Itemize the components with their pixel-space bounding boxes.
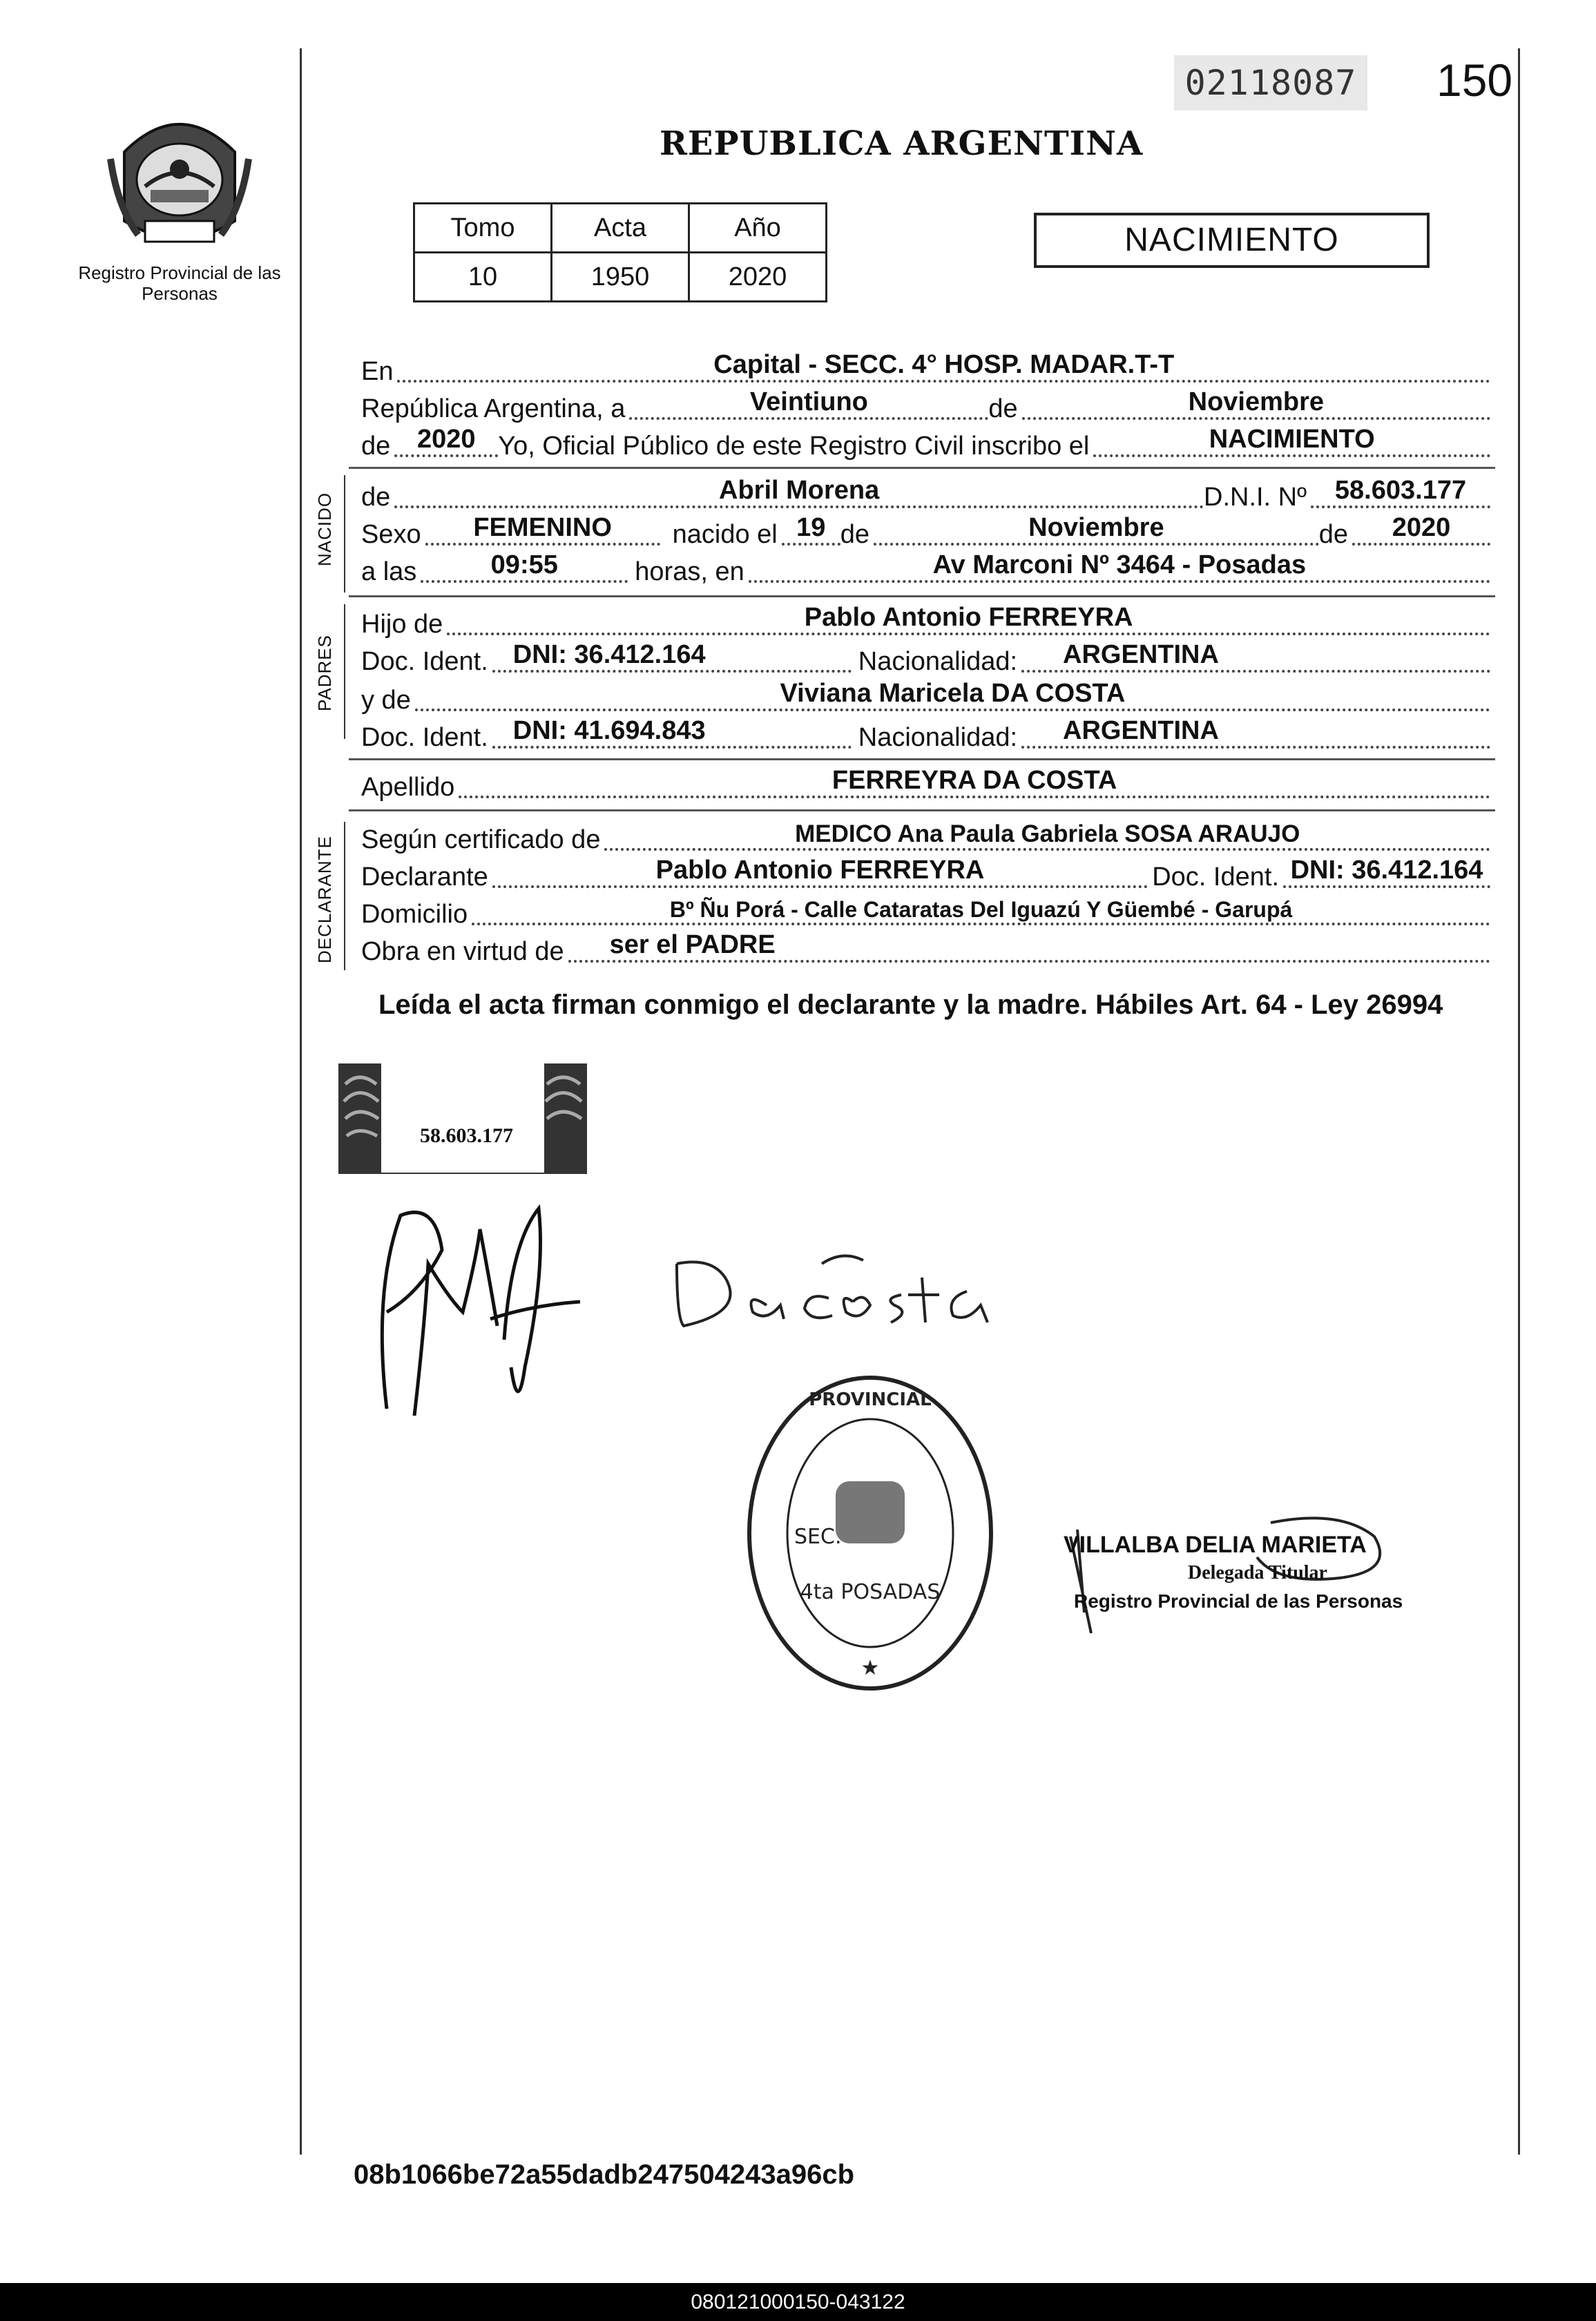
field-mother-name: Viviana Maricela DA COSTA: [780, 679, 1126, 708]
label-sexo: Sexo: [361, 520, 421, 549]
ref-value-anio: 2020: [689, 253, 827, 302]
official-org: Registro Provincial de las Personas: [1074, 1590, 1403, 1612]
row-father-doc: [361, 641, 1490, 677]
ref-value-tomo: 10: [414, 253, 552, 302]
row-apellido: [361, 767, 1490, 802]
thumbprint-number: 58.603.177: [420, 1124, 513, 1147]
label-doc-father: Doc. Ident.: [361, 647, 488, 676]
divider-nacido: [349, 467, 1495, 469]
field-declarante-name: Pablo Antonio FERREYRA: [655, 856, 985, 885]
svg-text:SEC.: SEC.: [794, 1525, 842, 1549]
row-father: [361, 604, 1490, 639]
field-father-nationality: ARGENTINA: [1063, 640, 1219, 669]
field-father-name: Pablo Antonio FERREYRA: [804, 603, 1133, 632]
section-label-padres: PADRES: [314, 635, 335, 711]
label-segun: Según certificado de: [361, 825, 601, 854]
label-obra: Obra en virtud de: [361, 937, 564, 966]
field-sexo: FEMENINO: [473, 513, 612, 542]
label-horas: horas, en: [635, 557, 744, 586]
field-event: NACIMIENTO: [1209, 425, 1375, 454]
ref-header-anio: Año: [689, 204, 827, 253]
field-mother-nationality: ARGENTINA: [1063, 716, 1219, 745]
registry-caption: Registro Provincial de las Personas: [78, 262, 281, 304]
nacido-bracket: [344, 475, 345, 593]
row-declarante: [361, 856, 1490, 892]
row-name: [361, 476, 1490, 512]
field-obra: ser el PADRE: [609, 930, 776, 959]
divider-declarante: [349, 809, 1495, 811]
field-time: 09:55: [490, 550, 558, 579]
divider-padres: [349, 595, 1495, 597]
label-nacido-el: nacido el: [672, 520, 778, 549]
label-dni: D.N.I. Nº: [1204, 483, 1307, 512]
document-type-box: NACIMIENTO: [1034, 213, 1430, 268]
row-year: [361, 425, 1490, 461]
field-child-dni: 58.603.177: [1334, 476, 1467, 505]
ref-value-acta: 1950: [552, 253, 689, 302]
field-birth-day: 19: [796, 513, 826, 542]
label-de-year: de: [361, 432, 391, 461]
svg-text:4ta POSADAS: 4ta POSADAS: [800, 1580, 941, 1604]
row-certificate: [361, 819, 1490, 855]
svg-text:★: ★: [861, 1656, 880, 1680]
official-role: Delegada Titular: [1188, 1562, 1327, 1583]
field-day: Veintiuno: [749, 387, 868, 416]
field-father-doc: DNI: 36.412.164: [512, 640, 706, 669]
section-label-nacido: NACIDO: [314, 492, 335, 566]
label-en: En: [361, 357, 394, 386]
official-seal-stamp: [739, 1371, 1001, 1695]
document-hash: 08b1066be72a55dadb247504243a96cb: [354, 2159, 854, 2190]
row-obra: [361, 931, 1490, 967]
field-certificate: MEDICO Ana Paula Gabriela SOSA ARAUJO: [795, 820, 1300, 847]
field-birth-year: 2020: [1392, 513, 1451, 542]
thumbprint-area: [338, 1063, 587, 1174]
label-declarante: Declarante: [361, 863, 488, 892]
field-year: 2020: [417, 425, 476, 454]
field-mother-doc: DNI: 41.694.843: [512, 716, 706, 745]
country-title: REPUBLICA ARGENTINA: [660, 124, 1144, 163]
label-hijo-de: Hijo de: [361, 610, 443, 639]
label-doc-declarante: Doc. Ident.: [1152, 863, 1279, 892]
label-nac-father: Nacionalidad:: [858, 647, 1018, 676]
field-month: Noviembre: [1188, 387, 1325, 416]
field-domicilio: Bº Ñu Porá - Calle Cataratas Del Iguazú Y Güembé - Garupá: [669, 897, 1293, 922]
declarant-signature: [359, 1188, 608, 1436]
field-apellido: FERREYRA DA COSTA: [831, 766, 1117, 795]
row-mother-doc: [361, 717, 1490, 753]
closing-statement: Leída el acta firman conmigo el declarante y la madre. Hábiles Art. 64 - Ley 26994: [378, 990, 1443, 1020]
label-doc-mother: Doc. Ident.: [361, 723, 488, 752]
bottom-code-bar: 080121000150-043122: [0, 2283, 1596, 2321]
section-label-declarante: DECLARANTE: [314, 836, 335, 963]
ref-header-tomo: Tomo: [414, 204, 552, 253]
serial-number: 02118087: [1174, 55, 1367, 110]
label-de-2: de: [840, 520, 870, 549]
right-border: [1518, 48, 1520, 2155]
padres-bracket: [344, 604, 345, 739]
row-place: [361, 351, 1490, 387]
row-domicilio: [361, 894, 1490, 930]
label-a-las: a las: [361, 557, 417, 586]
row-time: [361, 551, 1490, 587]
label-de-name: de: [361, 483, 391, 512]
field-birth-place: Av Marconi Nº 3464 - Posadas: [932, 550, 1307, 579]
label-inscribo: Yo, Oficial Público de este Registro Civil inscribo el: [498, 432, 1090, 461]
divider-apellido: [349, 758, 1495, 760]
misiones-coat-of-arms-logo: [97, 104, 262, 256]
field-birth-month: Noviembre: [1028, 513, 1164, 542]
ref-header-acta: Acta: [552, 204, 689, 253]
label-de-3: de: [1318, 520, 1348, 549]
left-border: [300, 48, 302, 2155]
field-place: Capital - SECC. 4° HOSP. MADAR.T-T: [713, 350, 1175, 379]
row-sex: [361, 514, 1490, 550]
mother-signature: [663, 1236, 1022, 1340]
field-child-name: Abril Morena: [719, 476, 880, 505]
label-apellido: Apellido: [361, 773, 455, 802]
declarante-bracket: [344, 822, 345, 970]
page-number: 150: [1436, 55, 1513, 106]
label-domicilio: Domicilio: [361, 900, 468, 929]
svg-text:PROVINCIAL: PROVINCIAL: [809, 1389, 932, 1410]
row-date: [361, 388, 1490, 424]
row-mother: [361, 680, 1490, 715]
label-de: de: [988, 394, 1018, 423]
label-y-de: y de: [361, 686, 411, 715]
label-republica: República Argentina, a: [361, 394, 626, 423]
reference-table: [413, 202, 827, 302]
label-nac-mother: Nacionalidad:: [858, 723, 1018, 752]
field-declarante-doc: DNI: 36.412.164: [1290, 856, 1483, 885]
official-name: VILLALBA DELIA MARIETA: [1064, 1532, 1367, 1558]
